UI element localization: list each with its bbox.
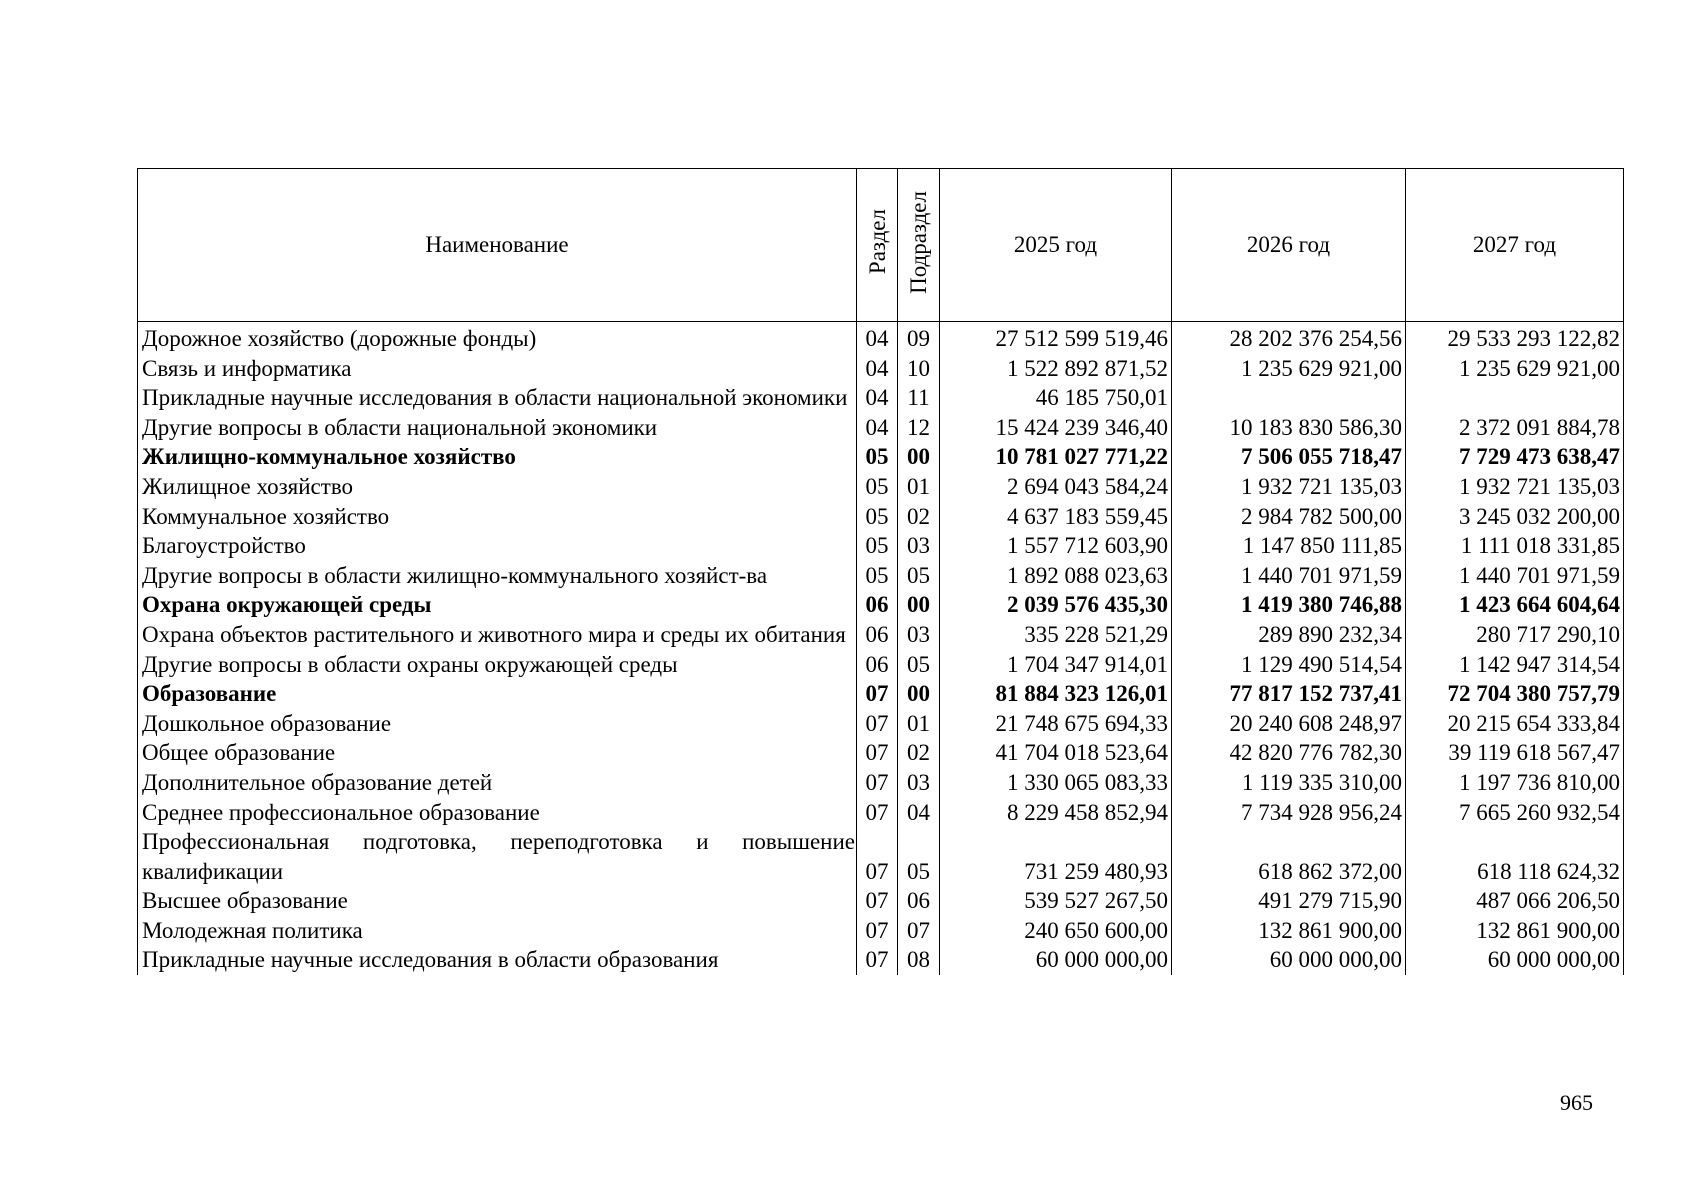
table-row: [138, 472, 1624, 502]
budget-table: [137, 168, 1624, 975]
row-value-2026: 1 932 721 135,03: [1172, 472, 1406, 502]
row-value-2027: 132 861 900,00: [1406, 916, 1624, 946]
row-subsection: 03: [898, 768, 940, 798]
row-value-2025: 1 557 712 603,90: [940, 531, 1172, 561]
header-row: [138, 169, 1624, 322]
row-subsection: 05: [898, 827, 940, 886]
table-row: [138, 561, 1624, 591]
row-name: Охрана объектов растительного и животного мира и среды их обитания: [138, 620, 857, 650]
row-value-2027: 1 111 018 331,85: [1406, 531, 1624, 561]
row-value-2026: 491 279 715,90: [1172, 886, 1406, 916]
row-value-2027: 618 118 624,32: [1406, 827, 1624, 886]
row-value-2025: 81 884 323 126,01: [940, 679, 1172, 709]
row-value-2026: 1 129 490 514,54: [1172, 650, 1406, 680]
row-value-2026: 289 890 232,34: [1172, 620, 1406, 650]
row-name: Связь и информатика: [138, 354, 857, 384]
row-subsection: 05: [898, 561, 940, 591]
row-name: Общее образование: [138, 738, 857, 768]
row-name: Коммунальное хозяйство: [138, 502, 857, 532]
row-subsection: 06: [898, 886, 940, 916]
row-value-2025: 41 704 018 523,64: [940, 738, 1172, 768]
row-subsection: 02: [898, 738, 940, 768]
row-value-2026: 77 817 152 737,41: [1172, 679, 1406, 709]
row-subsection: 03: [898, 620, 940, 650]
row-subsection: 01: [898, 709, 940, 739]
row-name: Среднее профессиональное образование: [138, 798, 857, 828]
row-value-2025: 335 228 521,29: [940, 620, 1172, 650]
row-value-2025: 539 527 267,50: [940, 886, 1172, 916]
table-row: [138, 738, 1624, 768]
row-value-2025: 27 512 599 519,46: [940, 322, 1172, 354]
row-value-2027: 487 066 206,50: [1406, 886, 1624, 916]
header-subsection-label: Подраздел: [906, 190, 931, 294]
row-section: 06: [857, 590, 898, 620]
row-subsection: 12: [898, 413, 940, 443]
header-name: Наименование: [138, 169, 857, 322]
row-section: 07: [857, 827, 898, 886]
table-row: [138, 502, 1624, 532]
row-subsection: 07: [898, 916, 940, 946]
row-section: 07: [857, 886, 898, 916]
row-section: 06: [857, 620, 898, 650]
header-2025: 2025 год: [940, 169, 1172, 322]
row-value-2027: 7 665 260 932,54: [1406, 798, 1624, 828]
row-section: 05: [857, 531, 898, 561]
table-row: [138, 354, 1624, 384]
row-value-2025: 46 185 750,01: [940, 383, 1172, 413]
table-row: [138, 827, 1624, 886]
row-value-2026: 1 235 629 921,00: [1172, 354, 1406, 384]
row-subsection: 11: [898, 383, 940, 413]
row-value-2026: 7 734 928 956,24: [1172, 798, 1406, 828]
row-value-2027: 60 000 000,00: [1406, 945, 1624, 975]
row-value-2026: 1 419 380 746,88: [1172, 590, 1406, 620]
row-subsection: 05: [898, 650, 940, 680]
row-value-2026: 7 506 055 718,47: [1172, 442, 1406, 472]
row-section: 07: [857, 679, 898, 709]
row-value-2026: 10 183 830 586,30: [1172, 413, 1406, 443]
row-name: Дошкольное образование: [138, 709, 857, 739]
row-name: Образование: [138, 679, 857, 709]
row-value-2027: 1 142 947 314,54: [1406, 650, 1624, 680]
row-value-2025: 2 039 576 435,30: [940, 590, 1172, 620]
row-subsection: 01: [898, 472, 940, 502]
table-row: [138, 886, 1624, 916]
row-section: 05: [857, 442, 898, 472]
row-section: 04: [857, 354, 898, 384]
row-value-2026: 2 984 782 500,00: [1172, 502, 1406, 532]
row-value-2025: 2 694 043 584,24: [940, 472, 1172, 502]
table-row: [138, 383, 1624, 413]
row-name: Дополнительное образование детей: [138, 768, 857, 798]
table-row: [138, 413, 1624, 443]
row-value-2027: 2 372 091 884,78: [1406, 413, 1624, 443]
row-value-2026: 28 202 376 254,56: [1172, 322, 1406, 354]
table-row: [138, 322, 1624, 354]
row-subsection: 00: [898, 442, 940, 472]
row-name: Другие вопросы в области жилищно-коммунального хозяйст-ва: [138, 561, 857, 591]
row-name: Жилищно-коммунальное хозяйство: [138, 442, 857, 472]
header-section: [857, 169, 898, 322]
row-section: 06: [857, 650, 898, 680]
row-value-2027: 29 533 293 122,82: [1406, 322, 1624, 354]
table-row: [138, 620, 1624, 650]
row-section: 07: [857, 945, 898, 975]
row-name: Другие вопросы в области национальной экономики: [138, 413, 857, 443]
row-value-2026: 1 440 701 971,59: [1172, 561, 1406, 591]
row-section: 07: [857, 798, 898, 828]
table-row: [138, 768, 1624, 798]
row-value-2026: 42 820 776 782,30: [1172, 738, 1406, 768]
row-section: 07: [857, 916, 898, 946]
row-value-2027: 7 729 473 638,47: [1406, 442, 1624, 472]
row-name: Профессиональная подготовка, переподготовка и повышение квалификации: [138, 827, 857, 886]
row-value-2027: 1 197 736 810,00: [1406, 768, 1624, 798]
header-section-label: Раздел: [864, 209, 890, 275]
row-section: 05: [857, 472, 898, 502]
row-subsection: 02: [898, 502, 940, 532]
row-subsection: 04: [898, 798, 940, 828]
page-number: 965: [1560, 1090, 1593, 1115]
header-subsection: [898, 169, 940, 322]
row-value-2026: 60 000 000,00: [1172, 945, 1406, 975]
table-body: [138, 322, 1624, 976]
row-value-2025: 4 637 183 559,45: [940, 502, 1172, 532]
row-subsection: 00: [898, 679, 940, 709]
table-row: [138, 709, 1624, 739]
row-value-2025: 60 000 000,00: [940, 945, 1172, 975]
row-value-2025: 1 522 892 871,52: [940, 354, 1172, 384]
row-value-2025: 240 650 600,00: [940, 916, 1172, 946]
table-row: [138, 945, 1624, 975]
table-row: [138, 916, 1624, 946]
row-section: 04: [857, 413, 898, 443]
row-value-2027: 1 235 629 921,00: [1406, 354, 1624, 384]
row-value-2025: 21 748 675 694,33: [940, 709, 1172, 739]
row-value-2026: 20 240 608 248,97: [1172, 709, 1406, 739]
row-value-2025: 1 704 347 914,01: [940, 650, 1172, 680]
row-name: Охрана окружающей среды: [138, 590, 857, 620]
row-name: Другие вопросы в области охраны окружающей среды: [138, 650, 857, 680]
row-name: Высшее образование: [138, 886, 857, 916]
row-subsection: 10: [898, 354, 940, 384]
row-value-2027: 39 119 618 567,47: [1406, 738, 1624, 768]
row-name: Молодежная политика: [138, 916, 857, 946]
row-section: 04: [857, 322, 898, 354]
row-value-2027: 72 704 380 757,79: [1406, 679, 1624, 709]
row-section: 04: [857, 383, 898, 413]
row-value-2025: 15 424 239 346,40: [940, 413, 1172, 443]
row-value-2026: 1 119 335 310,00: [1172, 768, 1406, 798]
row-value-2025: 10 781 027 771,22: [940, 442, 1172, 472]
header-2026: 2026 год: [1172, 169, 1406, 322]
row-value-2026: 618 862 372,00: [1172, 827, 1406, 886]
row-value-2027: 1 440 701 971,59: [1406, 561, 1624, 591]
table-row: [138, 442, 1624, 472]
table-row: [138, 531, 1624, 561]
table-row: [138, 679, 1624, 709]
row-value-2025: 1 892 088 023,63: [940, 561, 1172, 591]
row-value-2027: 20 215 654 333,84: [1406, 709, 1624, 739]
row-subsection: 09: [898, 322, 940, 354]
row-section: 05: [857, 502, 898, 532]
row-section: 07: [857, 768, 898, 798]
row-value-2027: 1 423 664 604,64: [1406, 590, 1624, 620]
row-subsection: 03: [898, 531, 940, 561]
row-value-2025: 731 259 480,93: [940, 827, 1172, 886]
row-section: 05: [857, 561, 898, 591]
table-row: [138, 650, 1624, 680]
row-value-2026: 1 147 850 111,85: [1172, 531, 1406, 561]
row-value-2027: [1406, 383, 1624, 413]
row-value-2025: 8 229 458 852,94: [940, 798, 1172, 828]
row-name: Прикладные научные исследования в области национальной экономики: [138, 383, 857, 413]
row-value-2027: 280 717 290,10: [1406, 620, 1624, 650]
table-row: [138, 798, 1624, 828]
row-subsection: 00: [898, 590, 940, 620]
row-subsection: 08: [898, 945, 940, 975]
row-section: 07: [857, 709, 898, 739]
header-2027: 2027 год: [1406, 169, 1624, 322]
table-row: [138, 590, 1624, 620]
row-value-2027: 3 245 032 200,00: [1406, 502, 1624, 532]
row-value-2026: 132 861 900,00: [1172, 916, 1406, 946]
row-section: 07: [857, 738, 898, 768]
row-value-2027: 1 932 721 135,03: [1406, 472, 1624, 502]
row-name: Прикладные научные исследования в области образования: [138, 945, 857, 975]
row-name: Жилищное хозяйство: [138, 472, 857, 502]
row-name: Благоустройство: [138, 531, 857, 561]
row-value-2026: [1172, 383, 1406, 413]
row-name: Дорожное хозяйство (дорожные фонды): [138, 322, 857, 354]
row-value-2025: 1 330 065 083,33: [940, 768, 1172, 798]
